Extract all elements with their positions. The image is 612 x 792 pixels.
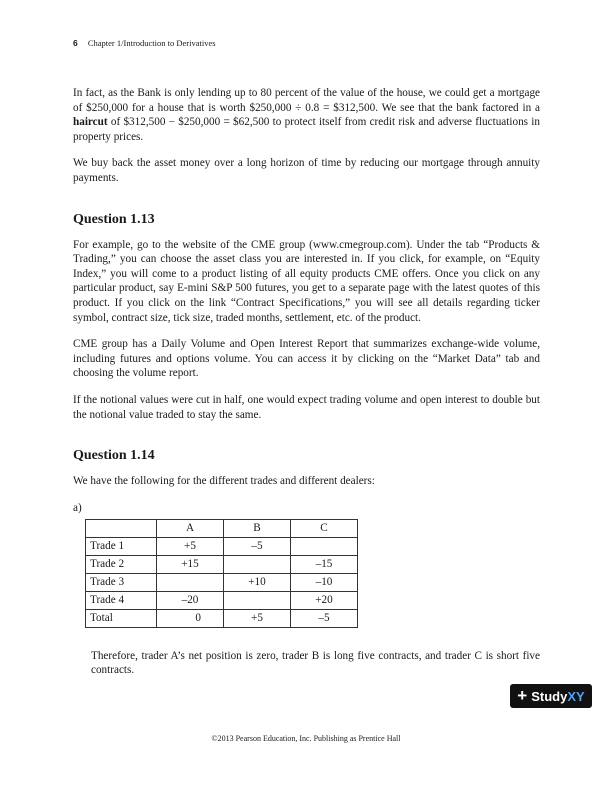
table-row (86, 573, 358, 591)
cell-c: +20 (291, 591, 358, 609)
cell-b: +5 (224, 609, 291, 627)
row-label: Trade 2 (86, 555, 157, 573)
table-row (86, 591, 358, 609)
paragraph-text: of $312,500 − $250,000 = $62,500 to protect itself from credit risk and adverse fluctuations in property prices. (73, 116, 540, 143)
row-label: Total (86, 609, 157, 627)
paragraph-mortgage (73, 86, 540, 144)
cell-c: –10 (291, 573, 358, 591)
table-row-total (86, 609, 358, 627)
page-content (73, 86, 540, 678)
copyright-footer: ©2013 Pearson Education, Inc. Publishing as Prentice Hall (211, 734, 401, 743)
cell-a: 0 (157, 609, 224, 627)
heading-question-1-13: Question 1.13 (73, 211, 155, 227)
cell-c (291, 537, 358, 555)
logo-text (531, 689, 584, 704)
cell-c: –15 (291, 555, 358, 573)
table-row (86, 555, 358, 573)
column-header-a: A (157, 519, 224, 537)
cell-c: –5 (291, 609, 358, 627)
bold-term-haircut: haircut (73, 116, 108, 129)
heading-question-1-14: Question 1.14 (73, 448, 155, 464)
logo-text-xy: XY (567, 688, 585, 704)
paragraph-cme-website: For example, go to the website of the CME group (www.cmegroup.com). Under the tab “Products & Trading,” you can choose the asset class you are interested in. If you click, for example, on “Equity Index,” you will come to a product listing of all equity products CME offers. Once you click on any particular product, say E-mini S&P 500 futures, you get to a separate page with the latest quotes of this product. If you click on the link “Contract Specifications,” you will see all details regarding ticker symbol, contract size, tick size, traded months, settlement, etc. of the product. (73, 238, 540, 324)
table-header-row (86, 519, 358, 537)
paragraph-annuity: We buy back the asset money over a long horizon of time by reducing our mortgage through annuity payments. (73, 157, 540, 184)
column-header-c: C (291, 519, 358, 537)
cell-a: +5 (157, 537, 224, 555)
running-header (73, 38, 216, 48)
header-blank-cell (86, 519, 157, 537)
cell-b: –5 (224, 537, 291, 555)
cell-a: –20 (157, 591, 224, 609)
cell-a: +15 (157, 555, 224, 573)
paragraph-volume-report: CME group has a Daily Volume and Open Interest Report that summarizes exchange-wide volume, including futures and options volume. You can access it by clicking on the “Market Data” tab and choosing the volume report. (73, 338, 540, 380)
cell-b (224, 555, 291, 573)
paragraph-conclusion: Therefore, trader A’s net position is zero, trader B is long five contracts, and trader C is short five contracts. (91, 649, 540, 677)
cell-b: +10 (224, 573, 291, 591)
plus-icon: + (517, 685, 528, 705)
paragraph-text: In fact, as the Bank is only lending up to 80 percent of the value of the house, we could get a mortgage of $250,000 for a house that is worth $250,000 ÷ 0.8 = $312,500. We see that the bank factored in a (73, 87, 540, 114)
chapter-title: Chapter 1/Introduction to Derivatives (87, 38, 216, 48)
column-header-b: B (224, 519, 291, 537)
logo-text-study: Study (531, 688, 568, 704)
page-number: 6 (73, 38, 78, 48)
cell-a (157, 573, 224, 591)
cell-b (224, 591, 291, 609)
part-label-a: a) (73, 501, 82, 514)
studyxy-logo-badge[interactable] (510, 684, 592, 708)
row-label: Trade 3 (86, 573, 157, 591)
table-row (86, 537, 358, 555)
paragraph-notional: If the notional values were cut in half, one would expect trading volume and open interest to double but the notional value traded to stay the same. (73, 393, 540, 421)
row-label: Trade 1 (86, 537, 157, 555)
trades-table (85, 519, 358, 628)
paragraph-trades-intro: We have the following for the different trades and different dealers: (73, 475, 375, 488)
row-label: Trade 4 (86, 591, 157, 609)
